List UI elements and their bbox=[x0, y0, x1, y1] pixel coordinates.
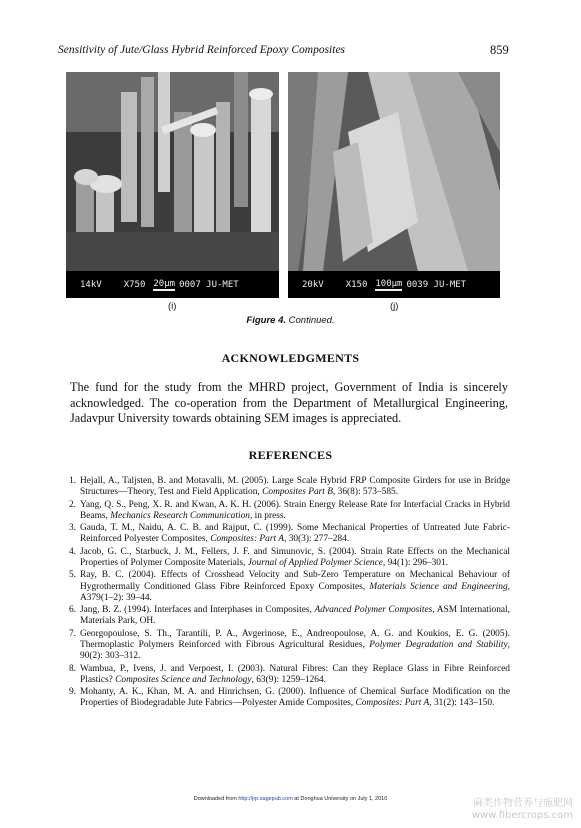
panel-label-j: (j) bbox=[390, 301, 399, 312]
sagepub-link[interactable]: http://jrp.sagepub.com bbox=[238, 796, 293, 802]
reference-item: 6. Jang, B. Z. (1994). Interfaces and Interphases in Composites, Advanced Polymer Composites, ASM International, Materials Park, OH. bbox=[68, 605, 510, 627]
running-title: Sensitivity of Jute/Glass Hybrid Reinforced Epoxy Composites bbox=[58, 44, 346, 56]
references-heading: REFERENCES bbox=[248, 448, 333, 462]
reference-item: 4. Jacob, G. C., Starbuck, J. M., Fellers, J. F. and Simunovic, S. (2004). Strain Rate Effects on the Mechanical Properties of Polymer Composite Materials, Journal of Applied Polymer Science, 94(1): 296–301. bbox=[68, 546, 510, 568]
figure-caption-label: Figure 4. bbox=[246, 315, 286, 326]
site-watermark: 麻类作物营养与施肥网 www.fibercrops.com bbox=[471, 798, 573, 821]
reference-item: 5. Ray, B. C. (2004). Effects of Crosshead Velocity and Sub-Zero Temperature on Mechanical Behaviour of Hygrothermally Conditioned Glass Fibre Reinforced Epoxy Composites, Materials Science and Engineering, A379(1–2): 39–44. bbox=[68, 570, 510, 603]
acknowledgments-heading: ACKNOWLEDGMENTS bbox=[221, 351, 360, 365]
reference-item: 2. Yang, Q. S., Peng, X. R. and Kwan, A. K. H. (2006). Strain Energy Release Rate for Interfacial Cracks in Hybrid Beams, Mechanics Research Communication, in press. bbox=[68, 499, 510, 521]
sem-image-i bbox=[66, 72, 279, 298]
figure-caption bbox=[0, 315, 581, 326]
sem-image-j bbox=[288, 72, 500, 298]
fibre-fracture-image bbox=[66, 72, 279, 271]
panel-label-i: (i) bbox=[168, 301, 177, 312]
jute-fracture-image bbox=[288, 72, 500, 271]
reference-list bbox=[60, 476, 510, 711]
reference-item: 8. Wambua, P., Ivens, J. and Verpoest, I. (2003). Natural Fibres: Can they Replace Glass in Fibre Reinforced Plastics? Composites Science and Technology, 63(9): 1259–1264. bbox=[68, 663, 510, 685]
reference-item: 9. Mohanty, A. K., Khan, M. A. and Hinrichsen, G. (2000). Influence of Chemical Surface Modification on the Properties of Biodegradable Jute Fabrics—Polyester Amide Composites, Composites: Part A, 31(2): 143–150. bbox=[68, 687, 510, 709]
reference-item: 7. Georgopoulose, S. Th., Tarantili, P. A., Avgerinose, E., Andreopoulose, A. G. and Koukios, E. G. (2005). Thermoplastic Polymers Reinforced with Fibrous Agricultural Residues, Polymer Degradation and Stability, 90(2): 303–312. bbox=[68, 628, 511, 662]
download-footer: Downloaded from http://jrp.sagepub.com at Donghua University on July 1, 2010 bbox=[193, 796, 388, 802]
reference-item: 3. Gauda, T. M., Naidu, A. C. B. and Rajput, C. (1999). Some Mechanical Properties of Untreated Jute Fabric-Reinforced Polyester Composites, Composites: Part A, 30(3): 277–284. bbox=[68, 523, 510, 545]
acknowledgments-text: The fund for the study from the MHRD project, Government of India is sincerely acknowledged. The co-operation from the Department of Metallurgical Engineering, Jadavpur University towards obtaining SEM images is appreciated. bbox=[70, 380, 508, 425]
sem-info-bar-i: 14kV X750 20µm 0007 JU-MET bbox=[66, 271, 279, 298]
figure-caption-text: Continued. bbox=[288, 315, 335, 326]
page-number: 859 bbox=[490, 43, 509, 57]
sem-info-bar-j: 20kV X150 100µm 0039 JU-MET bbox=[288, 271, 500, 298]
reference-item: 1. Hejall, A., Taljsten, B. and Motavalli, M. (2005). Large Scale Hybrid FRP Composite Girders for use in Bridge Structures—Theory, Test and Field Application, Composites Part B, 36(8): 573–585. bbox=[68, 476, 510, 498]
